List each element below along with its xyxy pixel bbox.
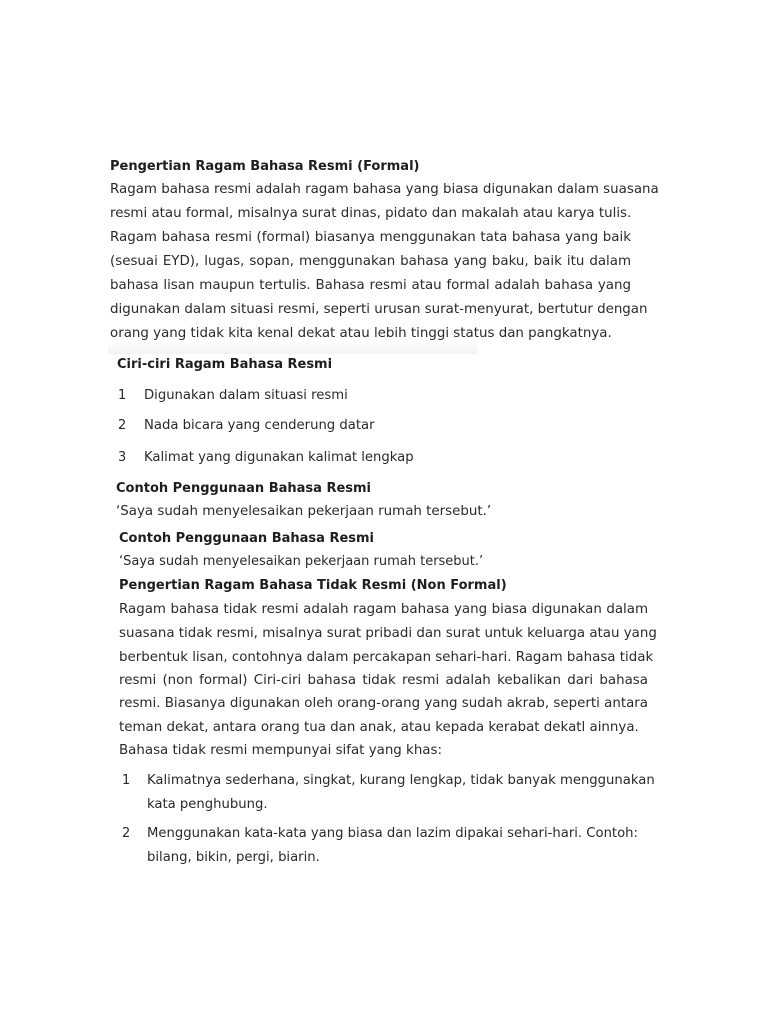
paragraph-nonformal-line-4: resmi (non formal) Ciri-ciri bahasa tidak resmi adalah kebalikan dari bahasa	[119, 673, 648, 688]
paragraph-formal-line-7: orang yang tidak kita kenal dekat atau lebih tinggi status dan pangkatnya.	[110, 326, 612, 341]
example-quote-1: ‘Saya sudah menyelesaikan pekerjaan rumah tersebut.’	[116, 504, 492, 519]
heading-contoh-2: Contoh Penggunaan Bahasa Resmi	[119, 531, 375, 546]
paragraph-nonformal-line-6: teman dekat, antara orang tua dan anak, atau kepada kerabat dekatl ainnya.	[119, 720, 639, 735]
list-number: 1	[122, 773, 131, 788]
list-item-continuation: bilang, bikin, pergi, biarin.	[147, 850, 320, 865]
highlight-band	[108, 340, 478, 354]
list-item: Kalimat yang digunakan kalimat lengkap	[144, 450, 414, 465]
list-number: 1	[118, 388, 127, 403]
heading-non-formal: Pengertian Ragam Bahasa Tidak Resmi (Non Formal)	[119, 578, 507, 593]
paragraph-formal-line-2: resmi atau formal, misalnya surat dinas, pidato dan makalah atau karya tulis.	[110, 206, 632, 221]
example-quote-2: ‘Saya sudah menyelesaikan pekerjaan rumah tersebut.’	[119, 554, 484, 569]
paragraph-formal-line-1: Ragam bahasa resmi adalah ragam bahasa yang biasa digunakan dalam suasana	[110, 182, 659, 197]
paragraph-nonformal-line-5: resmi. Biasanya digunakan oleh orang-orang yang sudah akrab, seperti antara	[119, 696, 648, 711]
list-number: 3	[118, 450, 127, 465]
paragraph-formal-line-3: Ragam bahasa resmi (formal) biasanya menggunakan tata bahasa yang baik	[110, 230, 631, 245]
heading-ciri-resmi: Ciri-ciri Ragam Bahasa Resmi	[117, 357, 333, 372]
list-item: Menggunakan kata-kata yang biasa dan lazim dipakai sehari-hari. Contoh:	[147, 826, 638, 841]
paragraph-nonformal-line-3: berbentuk lisan, contohnya dalam percakapan sehari-hari. Ragam bahasa tidak	[119, 650, 654, 665]
paragraph-formal-line-4: (sesuai EYD), lugas, sopan, menggunakan bahasa yang baku, baik itu dalam	[110, 254, 631, 269]
paragraph-nonformal-line-7: Bahasa tidak resmi mempunyai sifat yang khas:	[119, 743, 442, 758]
list-item-continuation: kata penghubung.	[147, 797, 268, 812]
list-item: Digunakan dalam situasi resmi	[144, 388, 348, 403]
paragraph-formal-line-6: digunakan dalam situasi resmi, seperti urusan surat-menyurat, bertutur dengan	[110, 302, 648, 317]
paragraph-formal-line-5: bahasa lisan maupun tertulis. Bahasa resmi atau formal adalah bahasa yang	[110, 278, 631, 293]
list-number: 2	[118, 418, 127, 433]
list-number: 2	[122, 826, 131, 841]
paragraph-nonformal-line-2: suasana tidak resmi, misalnya surat pribadi dan surat untuk keluarga atau yang	[119, 626, 657, 641]
list-item: Kalimatnya sederhana, singkat, kurang lengkap, tidak banyak menggunakan	[147, 773, 655, 788]
heading-contoh-1: Contoh Penggunaan Bahasa Resmi	[116, 481, 372, 496]
list-item: Nada bicara yang cenderung datar	[144, 418, 375, 433]
heading-formal: Pengertian Ragam Bahasa Resmi (Formal)	[110, 159, 420, 174]
paragraph-nonformal-line-1: Ragam bahasa tidak resmi adalah ragam bahasa yang biasa digunakan dalam	[119, 602, 648, 617]
